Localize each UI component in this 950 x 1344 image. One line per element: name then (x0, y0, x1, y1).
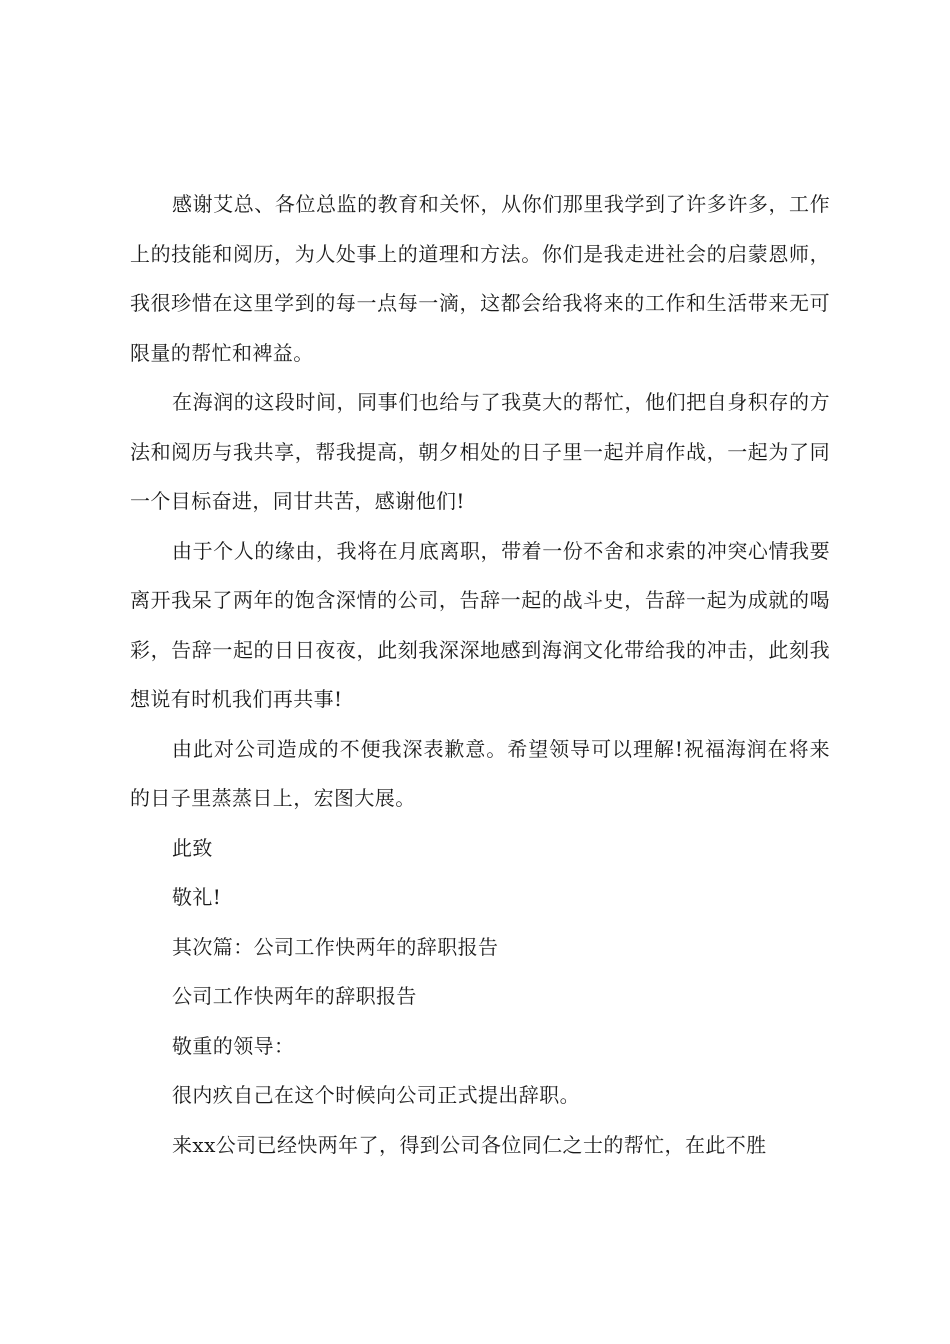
closing-salutation: 此致 (172, 835, 213, 860)
report-title: 公司工作快两年的辞职报告 (172, 984, 417, 1008)
paragraph-apology: 由此对公司造成的不便我深表歉意。希望领导可以理解!祝福海润在将来的日子里蒸蒸日上，宏图大展。 (130, 736, 830, 810)
paragraph-tenure: 来xx公司已经快两年了，得到公司各位同仁之士的帮忙，在此不胜 (172, 1132, 767, 1157)
closing-respect: 敬礼! (172, 885, 222, 909)
greeting: 敬重的领导： (172, 1033, 295, 1058)
section-heading: 其次篇：公司工作快两年的辞职报告 (172, 934, 499, 959)
paragraph-thanks-colleagues: 在海润的这段时间，同事们也给与了我莫大的帮忙，他们把自身积存的方法和阅历与我共享，帮我提高，朝夕相处的日子里一起并肩作战，一起为了同一个目标奋进，同甘共苦，感谢他们! (130, 390, 830, 513)
document-body (130, 180, 830, 1170)
paragraph-resignation-reason: 由于个人的缘由，我将在月底离职，带着一份不舍和求索的冲突心情我要离开我呆了两年的饱含深情的公司，告辞一起的战斗史，告辞一起为成就的喝彩，告辞一起的日日夜夜，此刻我深深地感到海润文化带给我的冲击，此刻我想说有时机我们再共事! (130, 538, 830, 711)
paragraph-thanks-leaders: 感谢艾总、各位总监的教育和关怀，从你们那里我学到了许多许多，工作上的技能和阅历，为人处事上的道理和方法。你们是我走进社会的启蒙恩师，我很珍惜在这里学到的每一点每一滴，这都会给我将来的工作和生活带来无可限量的帮忙和裨益。 (130, 192, 830, 365)
paragraph-regret: 很内疚自己在这个时候向公司正式提出辞职。 (172, 1083, 580, 1107)
